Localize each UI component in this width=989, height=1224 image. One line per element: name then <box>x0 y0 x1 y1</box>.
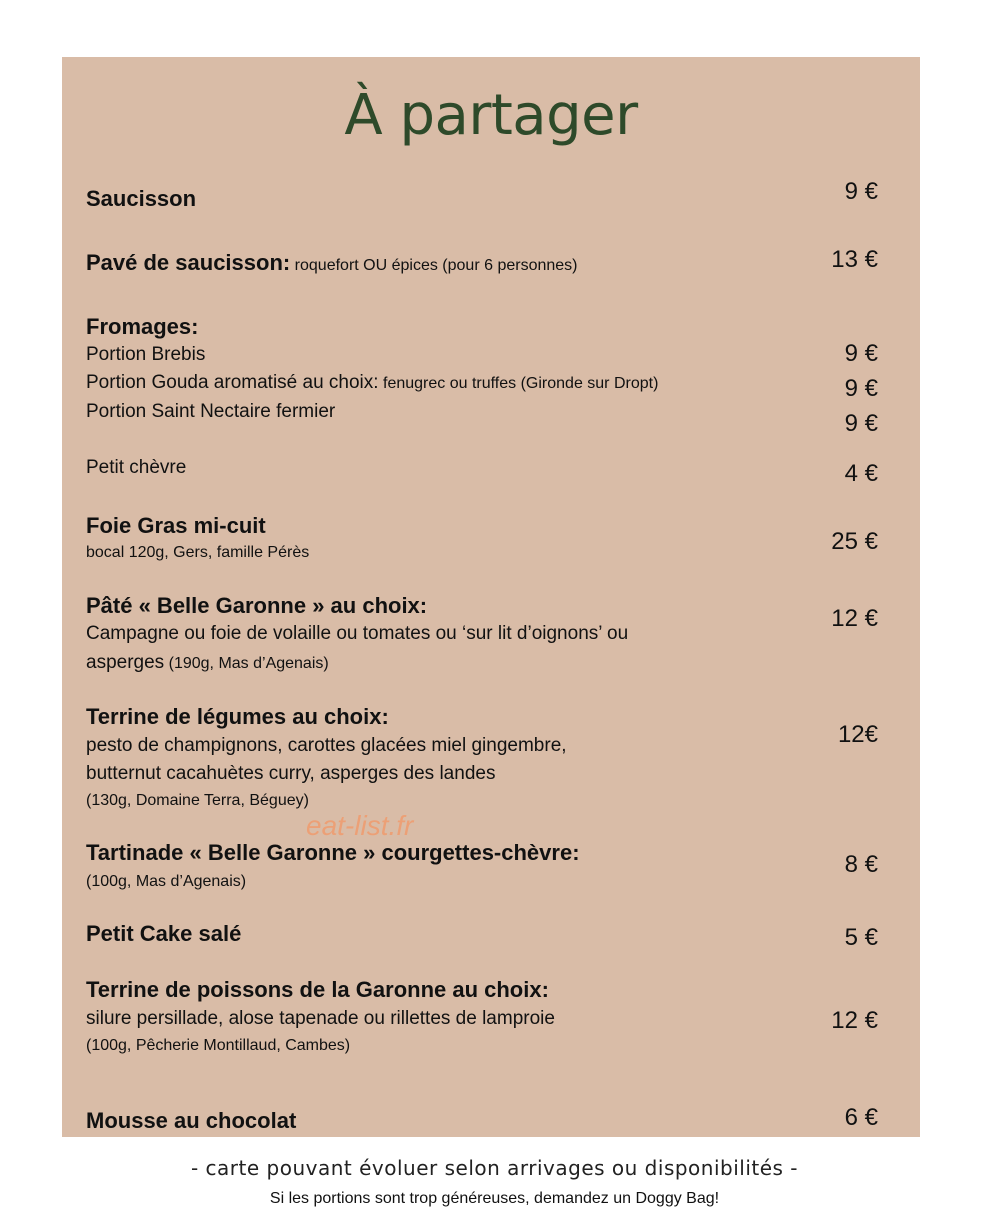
item-terrine-legumes-line3: (130g, Domaine Terra, Béguey) <box>86 792 309 809</box>
item-pave-detail: roquefort OU épices (pour 6 personnes) <box>294 257 578 274</box>
fromage-chevre-price: 4 € <box>844 460 878 487</box>
item-foie-gras-name: Foie Gras mi-cuit <box>86 513 266 538</box>
item-foie-gras-price: 25 € <box>831 528 878 555</box>
item-pate-line2-a: asperges <box>86 652 165 673</box>
item-pate-price: 12 € <box>831 605 878 632</box>
fromage-nectaire: Portion Saint Nectaire fermier <box>86 401 336 422</box>
footer-note: - carte pouvant évoluer selon arrivages ou disponibilités - <box>190 1156 799 1180</box>
fromage-brebis-price: 9 € <box>844 340 878 367</box>
item-tartinade-detail: (100g, Mas d’Agenais) <box>86 873 247 890</box>
item-mousse-name: Mousse au chocolat <box>86 1108 297 1133</box>
item-tartinade-price: 8 € <box>844 851 878 878</box>
fromage-gouda-name: Portion Gouda aromatisé au choix: <box>86 372 379 393</box>
fromage-brebis: Portion Brebis <box>86 344 206 365</box>
item-cake-name: Petit Cake salé <box>86 921 242 946</box>
watermark: eat-list.fr <box>306 810 414 841</box>
item-terrine-poissons-price: 12 € <box>831 1007 878 1034</box>
item-terrine-poissons-name: Terrine de poissons de la Garonne au choix: <box>86 977 549 1002</box>
item-tartinade-name: Tartinade « Belle Garonne » courgettes-chèvre: <box>86 840 580 865</box>
item-cake-price: 5 € <box>844 924 878 951</box>
item-saucisson-name: Saucisson <box>86 186 197 211</box>
item-pave <box>86 250 577 276</box>
fromage-nectaire-price: 9 € <box>844 410 878 437</box>
item-pate-line2-b: (190g, Mas d’Agenais) <box>168 655 329 672</box>
item-terrine-legumes-line2: butternut cacahuètes curry, asperges des landes <box>86 763 496 784</box>
item-saucisson-price: 9 € <box>844 178 878 205</box>
menu-card <box>62 57 920 1137</box>
fromage-gouda-detail: fenugrec ou truffes (Gironde sur Dropt) <box>383 375 659 392</box>
item-pate-line2 <box>86 652 329 674</box>
menu-title: À partager <box>344 83 638 148</box>
fromages-heading: Fromages: <box>86 314 199 339</box>
item-pave-price: 13 € <box>831 246 878 273</box>
item-mousse-price: 6 € <box>844 1104 878 1131</box>
footer-doggy-bag: Si les portions sont trop généreuses, demandez un Doggy Bag! <box>269 1190 720 1207</box>
item-terrine-legumes-line1: pesto de champignons, carottes glacées miel gingembre, <box>86 735 567 756</box>
item-terrine-poissons-line1: silure persillade, alose tapenade ou rillettes de lamproie <box>86 1008 555 1029</box>
item-terrine-poissons-line2: (100g, Pêcherie Montillaud, Cambes) <box>86 1037 351 1054</box>
item-terrine-legumes-name: Terrine de légumes au choix: <box>86 704 389 729</box>
fromage-gouda <box>86 372 658 394</box>
item-pate-line1: Campagne ou foie de volaille ou tomates ou ‘sur lit d’oignons’ ou <box>86 623 629 644</box>
item-pave-name: Pavé de saucisson: <box>86 250 291 275</box>
item-foie-gras-detail: bocal 120g, Gers, famille Pérès <box>86 544 310 561</box>
item-terrine-legumes-price: 12€ <box>837 721 878 748</box>
fromage-chevre: Petit chèvre <box>86 457 187 478</box>
fromage-gouda-price: 9 € <box>844 375 878 402</box>
item-pate-name: Pâté « Belle Garonne » au choix: <box>86 593 428 618</box>
